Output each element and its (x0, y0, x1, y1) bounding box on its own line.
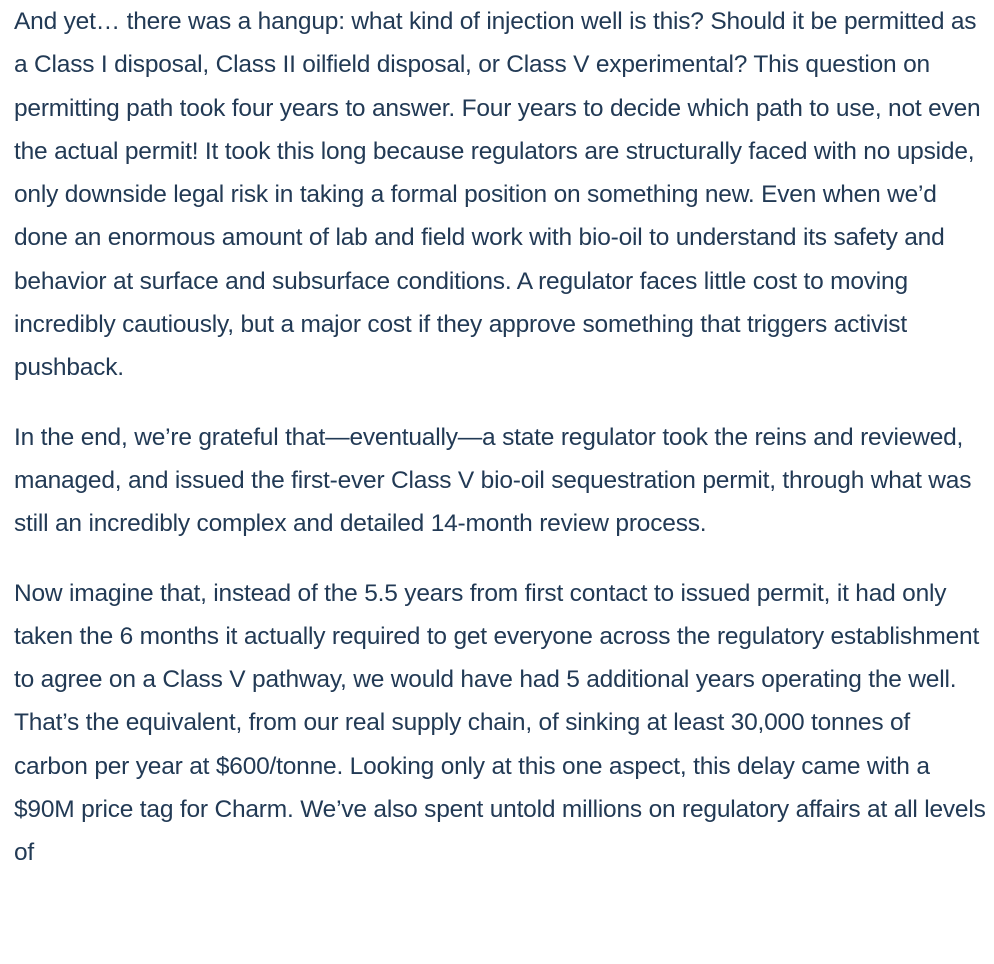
paragraph-delay-cost: Now imagine that, instead of the 5.5 years from first contact to issued permit, it had only taken the 6 months it actually required to get everyone across the regulatory establishment to agree on a Class V pathway, we would have had 5 additional years operating the well. That’s the equivalent, from our real supply chain, of sinking at least 30,000 tonnes of carbon per year at $600/tonne. Looking only at this one aspect, this delay came with a $90M price tag for Charm. We’ve also spent untold millions on regulatory affairs at all levels of (14, 579, 986, 867)
paragraph-permitting-path: And yet… there was a hangup: what kind of injection well is this? Should it be permitted as a Class I disposal, Class II oilfield disposal, or Class V experimental? This question on permitting path took four years to answer. Four years to decide which path to use, not even the actual permit! It took this long because regulators are structurally faced with no upside, only downside legal risk in taking a formal position on something new. Even when we’d done an enormous amount of lab and field work with bio-oil to understand its safety and behavior at surface and subsurface conditions. A regulator faces little cost to moving incredibly cautiously, but a major cost if they approve something that triggers activist pushback. (14, 8, 981, 382)
article-body (14, 0, 989, 875)
paragraph-class-v-permit: In the end, we’re grateful that—eventually—a state regulator took the reins and reviewed, managed, and issued the first-ever Class V bio-oil sequestration permit, through what was still an incredibly complex and detailed 14-month review process. (14, 423, 972, 538)
